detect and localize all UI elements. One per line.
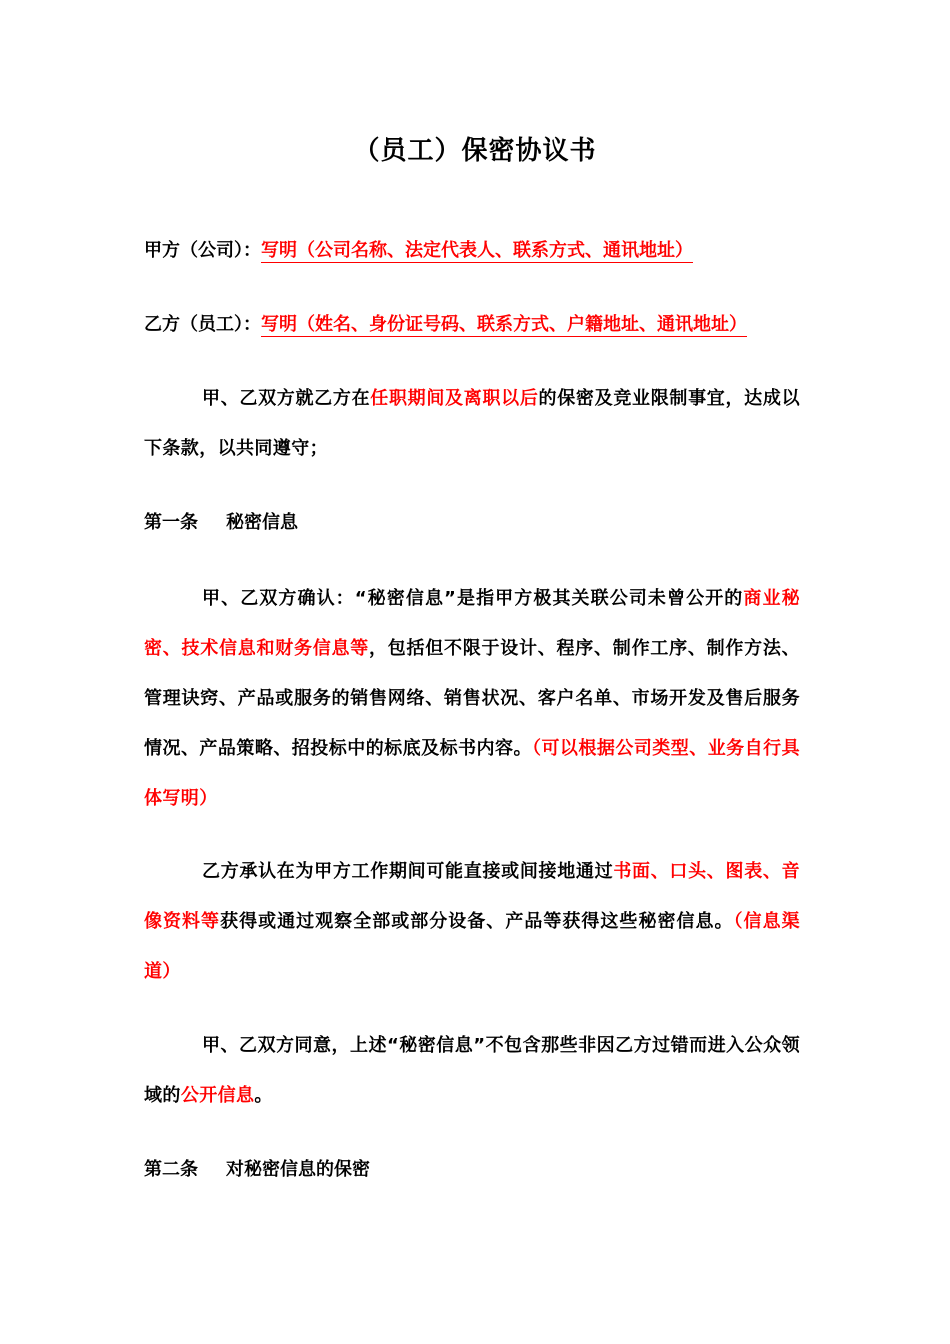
a1p2-text-1: 乙方承认在为甲方工作期间可能直接或间接地通过: [202, 861, 614, 882]
intro-text-1: 甲、乙双方就乙方在: [202, 388, 371, 409]
intro-highlight: 任职期间及离职以后: [370, 388, 539, 409]
a1p1-highlight-1: 商业秘密、技术信息和财务信息等: [144, 588, 800, 659]
a1p2-highlight-1: 书面、口头、图表、音像资料等: [144, 861, 800, 932]
article-1-paragraph-2: [144, 847, 800, 997]
article-1-paragraph-3: [144, 1021, 800, 1121]
article-2-heading: [144, 1145, 804, 1195]
article-2-number: 第二条: [144, 1159, 198, 1180]
a1p3-highlight: 公开信息: [180, 1085, 255, 1106]
article-2-title: 对秘密信息的保密: [226, 1159, 370, 1180]
a1p3-text-1: 甲、乙双方同意，上述“秘密信息”不包含那些非因乙方过错而进入公众领域的: [144, 1035, 800, 1106]
party-a-fill-instruction: 写明（公司名称、法定代表人、联系方式、通讯地址）: [261, 240, 693, 261]
document-title: （员工）保密协议书: [353, 136, 597, 166]
article-1-paragraph-1: [144, 574, 800, 824]
article-1-heading: [144, 498, 804, 548]
a1p3-text-2: 。: [254, 1085, 273, 1106]
intro-text-2: 的保密及竞业限制事宜，达成以下条款，以共同遵守；: [144, 388, 800, 459]
party-a-label: 甲方（公司）：: [144, 240, 261, 261]
a1p1-text-1: 甲、乙双方确认：“秘密信息”是指甲方极其关联公司未曾公开的: [202, 588, 744, 609]
article-1-title: 秘密信息: [226, 512, 298, 533]
article-1-number: 第一条: [144, 512, 198, 533]
party-b-fill-instruction: 写明（姓名、身份证号码、联系方式、户籍地址、通讯地址）: [261, 314, 747, 335]
a1p1-highlight-2: （可以根据公司类型、业务自行具体写明）: [144, 738, 801, 809]
party-b-label: 乙方（员工）：: [144, 314, 261, 335]
party-a-line: [144, 226, 804, 276]
a1p2-text-2: 获得或通过观察全部或部分设备、产品等获得这些秘密信息。: [220, 911, 734, 932]
party-b-line: [144, 300, 804, 350]
intro-paragraph: [144, 374, 800, 474]
a1p2-highlight-2: （信息渠道）: [144, 911, 800, 982]
a1p1-text-2: ，包括但不限于设计、程序、制作工序、制作方法、管理诀窍、产品或服务的销售网络、销售状况、客户名单、市场开发及售后服务情况、产品策略、招投标中的标底及标书内容。: [144, 638, 800, 759]
